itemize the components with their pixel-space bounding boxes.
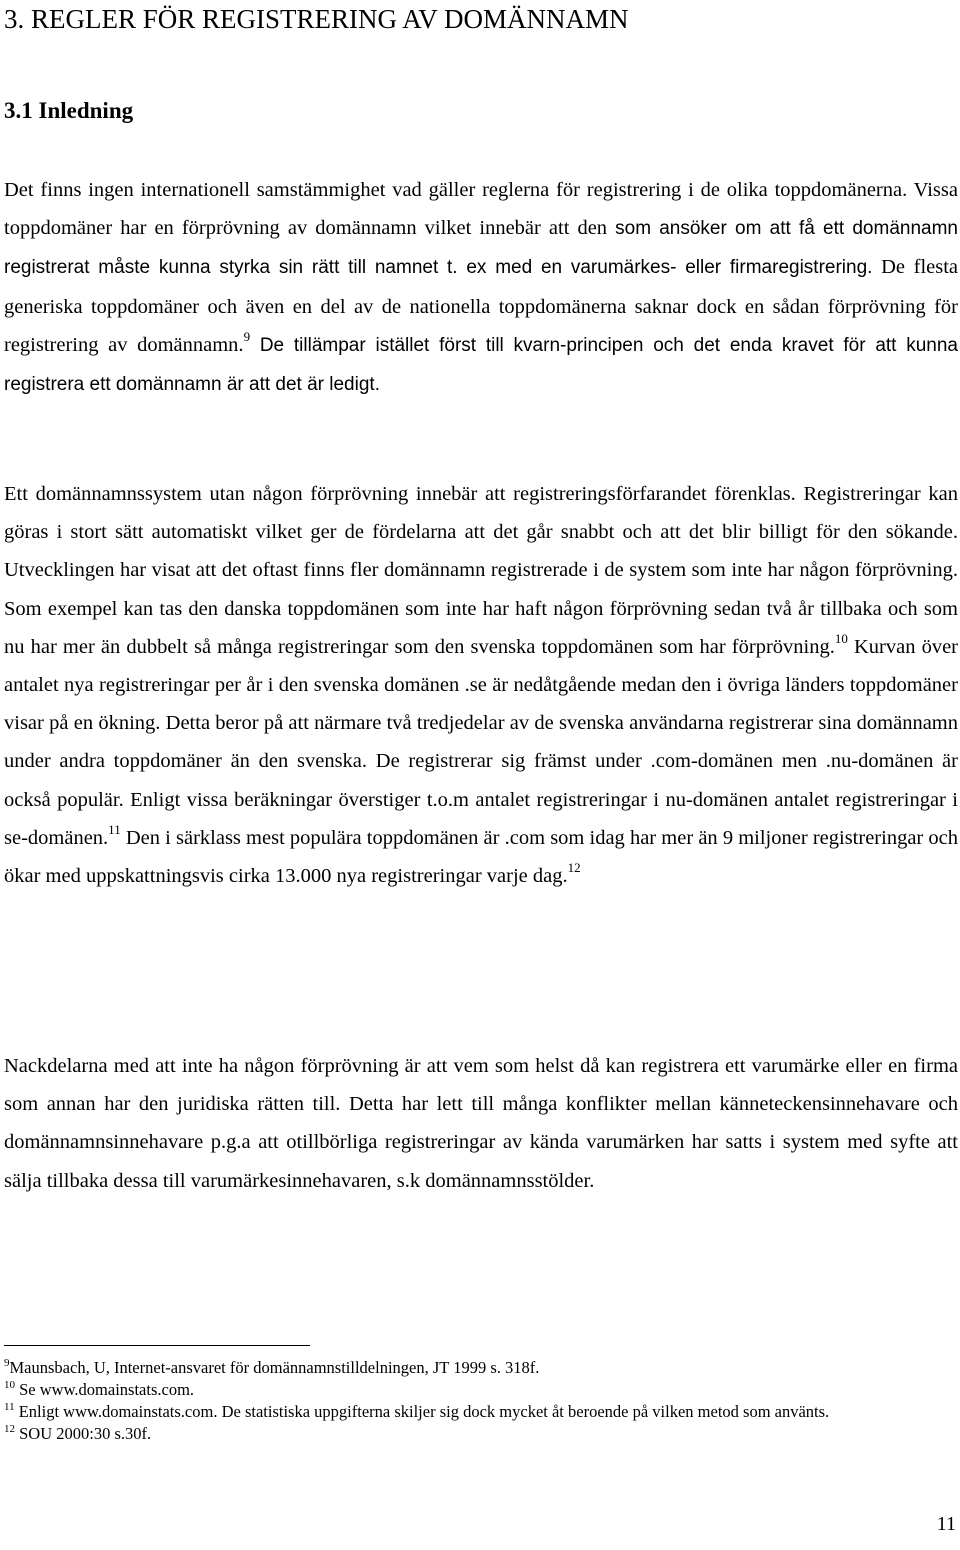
- section-heading: 3. REGLER FÖR REGISTRERING AV DOMÄNNAMN: [4, 4, 629, 34]
- footnote-ref-9: 9: [243, 328, 251, 344]
- footnote-number: 10: [4, 1378, 15, 1391]
- paragraph-text: De flesta generiska toppdomäner och även en del av de nationella toppdomänerna saknar dock en sådan förprövning för registrering av domännamn.: [4, 256, 959, 356]
- paragraph-text-sans: De tillämpar istället först till kvarn-principen och det enda kravet för att kunna registrera ett domännamn är att det är ledigt.: [4, 334, 958, 396]
- footnote-ref-12: 12: [567, 860, 581, 876]
- paragraph-text: Ett domännamnssystem utan någon förprövning innebär att registreringsförfarandet förenklas. Registreringar kan göras i stort sätt automatiskt vilket ger de fördelarna att det går snabbt och att det blir billigt för den sökande. Utvecklingen har visat att det oftast finns fler domännamn registrerade i de system som inte har någon förprövning. Som exempel kan tas den danska toppdomänen som inte har haft någon förprövning sedan två år tillbaka och som nu har mer än dubbelt så många registreringar som den svenska toppdomänen som har förprövning.: [4, 483, 958, 658]
- footnote-separator: [4, 1345, 310, 1346]
- paragraph-text: Kurvan över antalet nya registreringar per år i den svenska domänen .se är nedåtgående medan den i övriga länders toppdomäner visar på en ökning. Detta beror på att närmare två tredjedelar av de svenska användarna registrerar sina domännamn under andra toppdomäner än den svenska. De registrerar sig främst under .com-domänen men .nu-domänen är också populär. Enligt vissa beräkningar överstiger t.o.m antalet registreringar i nu-domänen antalet registreringar i se-domänen.: [4, 635, 959, 849]
- footnote-text: Maunsbach, U, Internet-ansvaret för domännamnstilldelningen, JT 1999 s. 318f.: [9, 1358, 540, 1377]
- footnote-ref-11: 11: [108, 822, 121, 837]
- footnotes: [4, 1357, 958, 1445]
- paragraph-text: Den i särklass mest populära toppdomänen är .com som idag har mer än 9 miljoner registreringar och ökar med uppskattningsvis cirka 13.000 nya registreringar varje dag.: [4, 826, 958, 888]
- footnote-11: [4, 1401, 958, 1423]
- footnote-12: [4, 1423, 958, 1445]
- paragraph-text-sans: som ansöker om att få ett domännamn registrerat måste kunna styrka sin rätt till namnet t. ex med en varumärkes- eller firmaregistrering.: [4, 218, 958, 279]
- footnote-9: [4, 1357, 958, 1379]
- subsection-heading: 3.1 Inledning: [4, 98, 134, 123]
- footnote-number: 11: [4, 1400, 15, 1413]
- footnote-text: Enligt www.domainstats.com. De statistiska uppgifterna skiljer sig dock mycket åt beroende på vilken metod som använts.: [18, 1402, 830, 1421]
- paragraph-text: Det finns ingen internationell samstämmighet vad gäller reglerna för registrering i de olika toppdomänerna. Vissa toppdomäner har en förprövning av domännamn vilket innebär att den: [4, 179, 958, 240]
- paragraph-registration-system: [4, 475, 958, 895]
- footnote-text: Se www.domainstats.com.: [19, 1380, 195, 1399]
- footnote-number: 12: [4, 1422, 15, 1435]
- footnote-text: SOU 2000:30 s.30f.: [19, 1424, 152, 1443]
- footnote-number: 9: [4, 1356, 10, 1369]
- paragraph-introduction: [4, 171, 958, 404]
- footnote-ref-10: 10: [834, 630, 848, 646]
- footnote-10: [4, 1379, 958, 1401]
- paragraph-disadvantages: Nackdelarna med att inte ha någon förprövning är att vem som helst då kan registrera ett varumärke eller en firma som annan har den juridiska rätten till. Detta har lett till många konflikter mellan känneteckensinnehavare och domännamnsinnehavare p.g.a att otillbörliga registreringar av kända varumärken har satts i system med syfte att sälja tillbaka dessa till varumärkesinnehavaren, s.k domännamnsstölder.: [4, 1055, 958, 1192]
- page-number: 11: [936, 1513, 956, 1535]
